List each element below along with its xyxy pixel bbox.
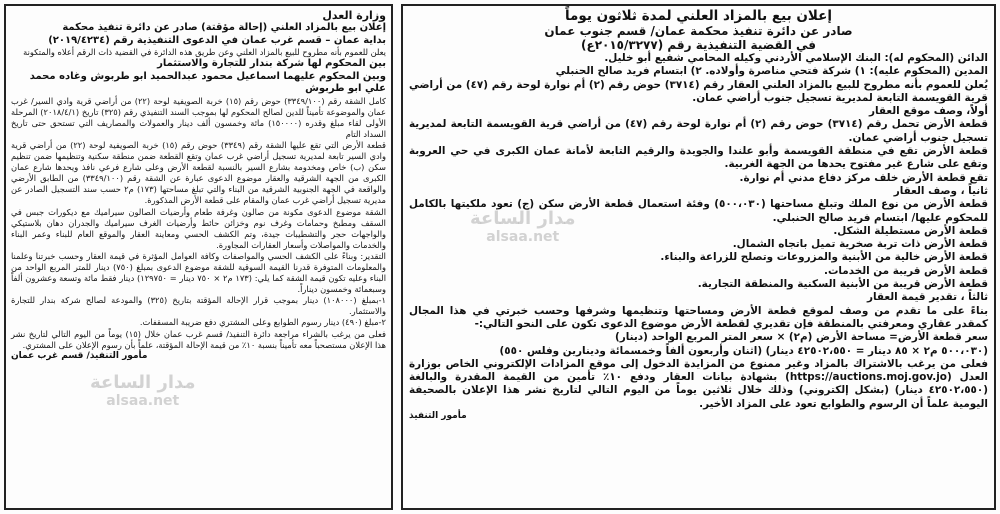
left-item-2: ٢-مبلغ (٤٩٠) دينار رسوم الطوابع وعلى المشتري دفع ضريبة المسقفات. [139, 317, 386, 328]
left-item-1: ١-بمبلغ (١٠٨٠٠٠) دينار بموجب قرار الإحالة المؤقتة بتاريخ (٣٢٥) والمودعة لصالح شركة بندار للتجارة والاستثمار. [11, 295, 387, 317]
left-defendants: وبين المحكوم عليهما اسماعيل محمود عبدالحميد ابو طربوش وغاده محمد علي ابو طربوش [29, 70, 386, 95]
watermark-arabic: مدار الساعة [90, 372, 196, 393]
debtor-line: المدين (المحكوم عليه): ١) شركة فتحي مناصرة وأولاده. ٢) ابتسام فريد صالح الحنبلي [555, 65, 988, 78]
section-2-item: قطعة الأرض مستطيلة الشكل. [833, 224, 988, 237]
watermark-latin: alsaa.net [106, 393, 180, 409]
section-3-heading: ثالثاً ، تقدير قيمة العقار [866, 291, 988, 304]
section-1-item: قطعة الأرض تحمل رقم (٣٧١٤) حوض رقم (٢) أم نوارة لوحة رقم (٤٧) من أراضي قرية القويسمة التابعة لمديرية تسجيل جنوب أراضي عمان. [409, 118, 988, 144]
left-instructions: فعلى من يرغب بالشراء مراجعة دائرة التنفيذ/ قسم غرب عمان خلال (١٥) يوماً من اليوم التالي لتاريخ نشر هذا الإعلان مستصحباً معه تأميناً بنسبة ١٠٪ من قيمة الإحالة المؤقتة، علماً بأن رسوم الإعلان على المشتري. [11, 328, 386, 350]
left-valuation: التقدير: وبناءً على الكشف الحسي والمواصفات وكافة العوامل المؤثرة في قيمة العقار وحسب خبرتنا وعلمنا والمعلومات المتوفرة قدرنا القيمة السوقية للشقة موضوع الدعوى بمبلغ (٧٥٠) دينار للمتر المربع الواحد من البناء وعليه تكون قيمة الشقة كما يلي: (١٧٣ م٢ × ٧٥٠ دينار = ١٢٩٧٥٠) دينار فقط مائة وتسعة وعشرون ألفاً وسبعمائة وخمسون ديناراً. [11, 250, 387, 295]
left-intro: يعلن للعموم بأنه مطروح للبيع بالمزاد العلني وعن طريق هذه الدائرة في القضية ذات الرقم أعلاه والمتكونة [23, 47, 386, 57]
section-1-item: تقع قطعة الأرض خلف مركز دفاع مدني أم نوارة. [739, 171, 988, 184]
watermark-latin: alsaa.net [486, 229, 560, 245]
left-heading-line1: إعلان بيع بالمزاد العلني (إحالة مؤقتة) صادر عن دائرة تنفيذ محكمة [62, 22, 386, 33]
ministry-title: وزارة العدل [322, 9, 386, 22]
left-apartment-features: الشقة موضوع الدعوى مكونة من صالون وغرفة طعام وأرضيات الصالون سيراميك مع ديكورات جبس في السقف ومطبخ وحمامات وغرف نوم وخزائن حائط وأرضيات الغرف سيراميك والجدران دهان بلاستيكي والواجهات حجر والتشطيبات جيدة، وتم الكشف الحسي ومعاينة العقار والموقع العام للبناء وعمر البناء والخدمات والمواصلات وأسعار العقارات المجاورة. [11, 206, 386, 250]
watermark-arabic: مدار الساعة [470, 208, 576, 229]
right-signature: مأمور التنفيذ [409, 411, 467, 422]
right-title-line2: صادر عن دائرة تنفيذ محكمة عمان/ قسم جنوب عمان [544, 24, 853, 38]
section-3-instructions: فعلى من يرغب بالاشتراك بالمزاد وغير ممنوع من المزايدة الدخول إلى موقع المزادات الإلكتروني الخاص بوزارة العدل (https://auctions.moj.gov.jo) بشهادة بيانات العقار ودفع ١٠٪ تأمين من القيمة المقدرة والبالغة (٤٢٥٠٢،٥٥٠ دينار) (بشكل إلكتروني) وذلك خلال ثلاثين يوماً من اليوم التالي لتاريخ نشر هذا الإعلان بالصحيفة اليومية علماً أن الرسوم والطوابع تعود على المزاد الأخير. [409, 357, 988, 410]
section-2-item: قطعة الأرض قريبة من الخدمات. [824, 264, 988, 277]
section-3-item: بناءً على ما تقدم من وصف لموقع قطعة الأرض ومساحتها وتنظيمها وشرفها وحسب خبرتي في هذا المجال كمقدر عقاري ومعرفتي بالمنطقة فإن تقديري لقطعة الأرض موضوع الدعوى تكون على النحو التالي:- [409, 304, 988, 330]
section-2-item: قطعة الأرض ذات تربة صخرية تميل باتجاه الشمال. [732, 238, 988, 251]
right-title-line1: إعلان بيع بالمزاد العلني لمدة ثلاثون يوماً [564, 8, 833, 24]
section-2-heading: ثانياً ، وصف العقار [893, 184, 988, 197]
left-apartment-desc: كامل الشقة رقم (٣٣٤٩/١٠٠) حوض رقم (١٥) خربة الصويفية لوحة (٢٢) من أراضي قرية وادي السير/ غرب عمان والموضوعة تأميناً للدين لصالح المحكوم لها بموجب السند التنفيذي رقم (٣٢٥) تاريخ (٢٠١٨/٤/١) المرحلة الأولى لقاء مبلغ وقدره (١٥٠٠٠٠) مائة وخمسون ألف دينار والعمولات والمصاريف التي تستحق حتى تاريخ السداد التام [11, 95, 387, 139]
section-2-item: قطعة الأرض قريبة من الأبنية السكنية والمنطقة التجارية. [697, 278, 988, 291]
section-3-formula: سعر قطعة الأرض= مساحة الأرض (م٢) × سعر المتر المربع الواحد (دينار) [615, 331, 988, 344]
right-intro: يُعلن للعموم بأنه مطروح للبيع بالمزاد العلني العقار رقم (٣٧١٤) حوض رقم (٢) أم نوارة لوحة رقم (٤٧) من أراضي قرية القويسمة التابعة لمديرية تسجيل جنوب أراضي عمان. [409, 78, 988, 104]
creditor-line: الدائن (المحكوم له): البنك الإسلامي الأردني وكيله المحامي شفيع أبو خليل. [604, 52, 988, 64]
right-auction-notice [401, 4, 996, 510]
left-land-desc: قطعة الأرض التي تقع عليها الشقة رقم (٣٣٤٩) حوض رقم (١٥) خربة الصويفية لوحة (٢٢) من أراضي قرية وادي السير تابعة لمديرية تسجيل أراضي غرب عمان وتقع القطعة ضمن منطقة سكنية وتنظيمها ضمن تنظيم سكن (ب) خاص ومخدومة بشارع السير بالنسبة لقطعة الأرض وعلى شارع فرعي نافذ ويحدها شارع عمان الكبرى من الجهة الشرقية والعقار موضوع الدعوى عبارة عن الشقة رقم (٣٣٤٩/١٠٠) من الطابق الأرضي والواقعة في الجهة الجنوبية الشرقية من البناء والتي تبلغ مساحتها (١٧٣) م٢ حسب سند التسجيل الصادر عن مديرية تسجيل أراضي غرب عمان والمقام على قطعة الأرض المذكورة. [11, 139, 386, 206]
section-2-item: قطعة الأرض من نوع الملك وتبلغ مساحتها (٥٠٠،٠٣٠) وفئة استعمال قطعة الأرض سكن (ج) تعود ملكيتها بالكامل للمحكوم عليها/ ابتسام فريد صالح الحنبلي. [409, 198, 989, 224]
right-title-line3: في القضية التنفيذية رقم (٢٠١٥/٣٢٧٧ع) [581, 38, 816, 52]
section-1-heading: أولاً، وصف موقع العقار [869, 105, 988, 118]
left-heading-line2: بداية عمان – قسم غرب عمان في الدعوى التنفيذية رقم (٢٠١٩/٤٢٣٤) [48, 34, 386, 46]
left-claimant: بين المحكوم لها شركة بندار للتجارة والاستثمار [157, 58, 386, 70]
left-signature: مأمور التنفيذ/ قسم غرب عمان [11, 350, 148, 361]
section-2-item: قطعة الأرض خالية من الأبنية والمزروعات وتصلح للزراعة والبناء. [660, 251, 988, 264]
left-auction-notice [4, 4, 393, 510]
section-3-calculation: (٥٠٠،٠٣٠ م٢ × ٨٥ دينار = ٤٢٥٠٢،٥٥٠ دينار) (اثنان وأربعون ألفاً وخمسمائة ودينارين وفلس ٥٥٠) [499, 344, 988, 357]
section-1-item: قطعة الأرض تقع في منطقة القويسمة وأبو علندا والجويدة والرقيم التابعة لأمانة عمان الكبرى في حي العروبة وتقع على شارع غير مفتوح يحدها من الجهة الغربية. [409, 145, 988, 171]
